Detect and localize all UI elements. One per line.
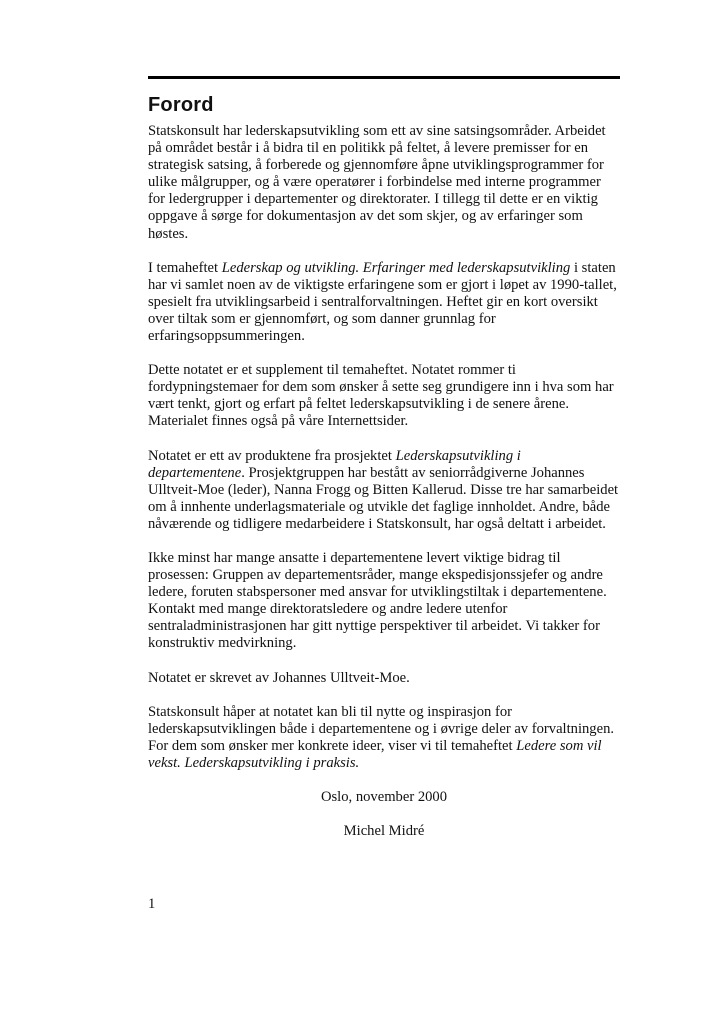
paragraph-4-text-end: . Prosjektgruppen har bestått av seniorrådgiverne Johannes Ulltveit-Moe (leder), Nanna Frogg og Bitten Kallerud. Disse tre har samarbeidet om å innhente underlagsmateriale og utvikle det faglige innholdet. Andre, både nåværende og tidligere medarbeidere i Statskonsult, har også deltatt i arbeidet. xyxy=(148,464,619,532)
place-date: Oslo, november 2000 xyxy=(320,789,448,805)
project-title: Lederskapsutvikling i departementene xyxy=(148,447,521,481)
publication-title-ledere-som-vil-vekst: Ledere som vil vekst. Lederskapsutvikling i praksis. xyxy=(148,737,602,771)
paragraph-1: Statskonsult har lederskapsutvikling som ett av sine satsingsområder. Arbeidet på området består i å bidra til en politikk på feltet, å levere premisser for en strategisk satsing, å forberede og gjennomføre åpne utviklingsprogrammer for ulike målgrupper, og å være operatører i forbindelse med interne programmer for ledergrupper i departementer og direktorater. I tillegg til dette er en viktig oppgave å sørge for dokumentasjon av det som skjer, og av erfaringer som høstes. xyxy=(148,123,606,242)
paragraph-4-text-start: Notatet er ett av produktene fra prosjektet xyxy=(148,447,396,464)
paragraph-5: Ikke minst har mange ansatte i departementene levert viktige bidrag til prosessen: Gruppen av departementsråder, mange ekspedisjonssjefer og andre ledere, foruten stabspersoner med ansvar for utviklingstiltak i departementene. Kontakt med mange direktoratsledere og andre ledere utenfor sentraladministrasjonen har gitt nyttige perspektiver til arbeidet. Vi takker for konstruktiv medvirkning. xyxy=(148,549,607,652)
page-number: 1 xyxy=(148,896,156,912)
top-rule xyxy=(148,76,620,79)
paragraph-2 xyxy=(148,260,620,345)
paragraph-3: Dette notatet er et supplement til temaheftet. Notatet rommer ti fordypningstemaer for dem som ønsker å sette seg grundigere inn i hva som har vært tenkt, gjort og erfart på feltet lederskapsutvikling i de senere årene. Materialet finnes også på våre Internettsider. xyxy=(148,362,614,430)
publication-title-lederskap-og-utvikling: Lederskap og utvikling. Erfaringer med lederskapsutvikling xyxy=(221,259,571,276)
page-title: Forord xyxy=(148,94,214,116)
paragraph-4 xyxy=(148,448,620,533)
paragraph-2-text-start: I temaheftet xyxy=(148,259,222,276)
paragraph-6: Notatet er skrevet av Johannes Ulltveit-Moe. xyxy=(148,669,410,686)
body-text xyxy=(148,123,620,857)
paragraph-2-text-end: i staten har vi samlet noen av de viktigste erfaringene som er gjort i løpet av 1990-tallet, spesielt fra utviklingsarbeid i sentralforvaltningen. Heftet gir en kort oversikt over tiltak som er gjennomført, og som danner grunnlag for erfaringsoppsummeringen. xyxy=(148,259,617,345)
paragraph-7-text-start: Statskonsult håper at notatet kan bli til nytte og inspirasjon for lederskapsutviklingen både i departementene og i øvrige deler av forvaltningen. For dem som ønsker mer konkrete ideer, viser vi til temaheftet xyxy=(148,703,615,754)
paragraph-7 xyxy=(148,704,620,772)
signature: Michel Midré xyxy=(343,823,425,840)
